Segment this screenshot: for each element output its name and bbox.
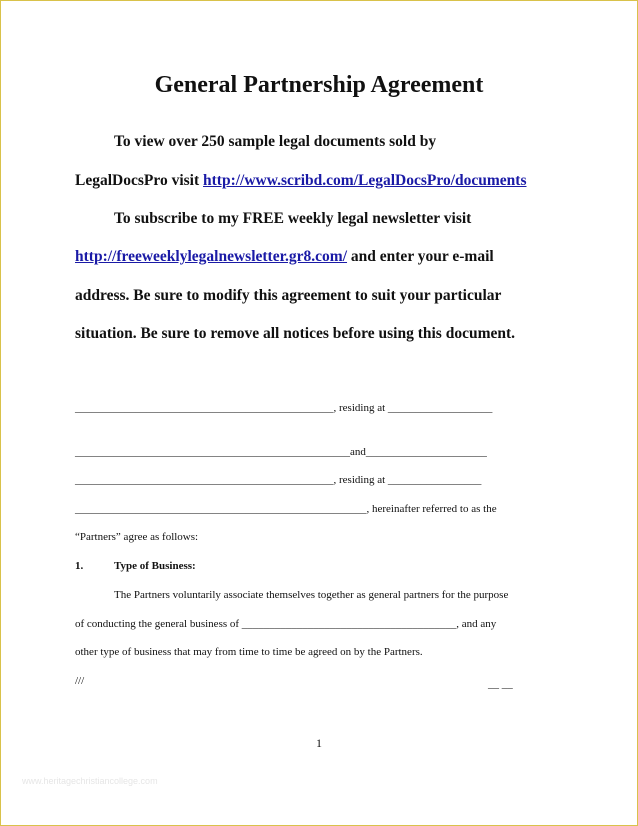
party-line-4: _____________________________________________________, hereinafter referred to as the [75,503,497,515]
section-1-number: 1. [75,560,84,572]
scribd-link[interactable]: http://www.scribd.com/LegalDocsPro/documents [203,172,527,189]
notice-line-4-text: and enter your e-mail [347,248,494,265]
notice-line-1: To view over 250 sample legal documents sold by [114,133,437,150]
notice-line-2-text: LegalDocsPro visit [75,172,204,189]
notice-line-5: address. Be sure to modify this agreement to suit your particular [75,287,502,304]
initials-lines: __ __ [488,678,513,690]
notice-line-3: To subscribe to my FREE weekly legal newsletter visit [114,210,472,227]
section-1-title: Type of Business: [114,560,196,572]
notice-line-2 [75,172,527,190]
section-1-line-1: The Partners voluntarily associate themselves together as general partners for the purpose [114,589,509,601]
party-line-1: _______________________________________________, residing at ___________________ [75,402,493,414]
watermark: www.heritagechristiancollege.com [22,776,158,786]
page-number: 1 [316,736,322,750]
continuation-mark: /// [75,675,85,687]
notice-line-4 [75,248,494,266]
section-1-line-3: other type of business that may from time to time be agreed on by the Partners. [75,646,423,658]
document-title: General Partnership Agreement [154,72,484,98]
notice-line-6: situation. Be sure to remove all notices before using this document. [75,325,516,342]
section-1-heading [75,560,196,572]
party-line-2: __________________________________________________and______________________ [75,446,487,458]
section-1-line-2: of conducting the general business of _______________________________________, and any [75,618,497,630]
newsletter-link[interactable]: http://freeweeklylegalnewsletter.gr8.com/ [75,248,348,265]
party-line-3: _______________________________________________, residing at _________________ [75,474,482,486]
party-line-5: “Partners” agree as follows: [75,531,199,543]
